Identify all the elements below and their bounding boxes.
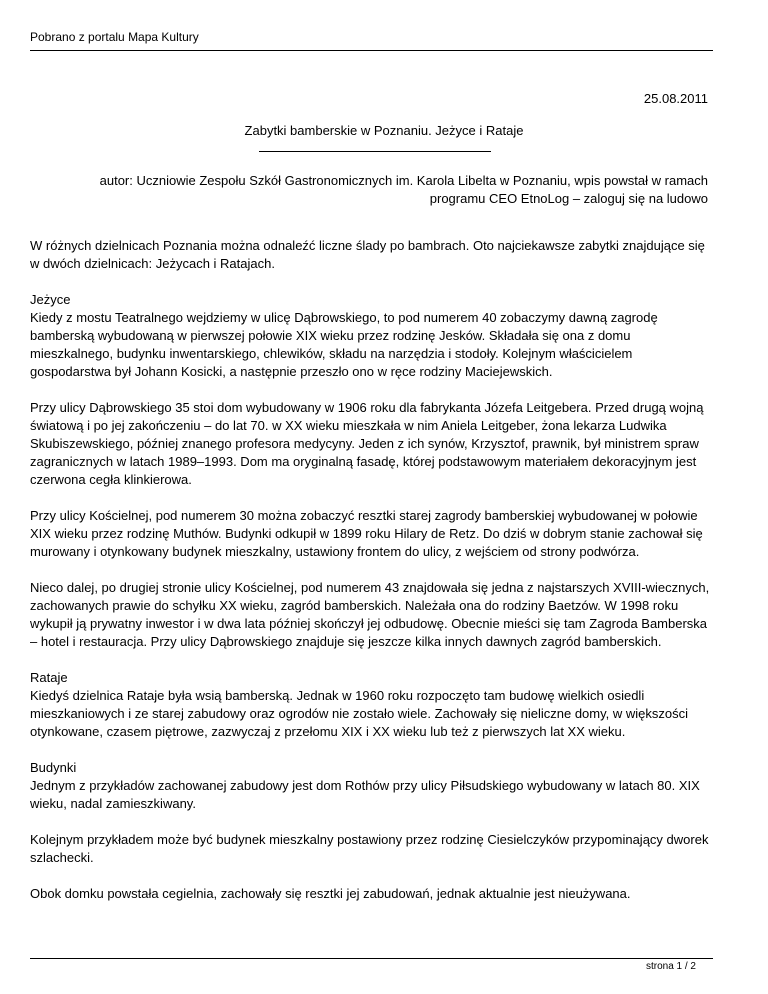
paragraph xyxy=(30,885,716,903)
paragraph xyxy=(30,759,716,813)
source-header: Pobrano z portalu Mapa Kultury xyxy=(30,30,199,44)
author-line: autor: Uczniowie Zespołu Szkół Gastronomicznych im. Karola Libelta w Poznaniu, wpis powstał w ramach programu CEO EtnoLog – zaloguj się na ludowo xyxy=(99,173,708,206)
paragraph xyxy=(30,237,716,273)
section-heading-jezyce: Jeżyce xyxy=(30,292,71,307)
paragraph-text: Kiedyś dzielnica Rataje była wsią bamberską. Jednak w 1960 roku rozpoczęto tam budowę wielkich osiedli mieszkaniowych i ze starej zabudowy oraz ogrodów nie zostało wiele. Zachowały się nieliczne domy, w większości otynkowane, czasem piętrowe, zazwyczaj z przełomu XIX i XX wieku lub też z pierwszych lat XX wieku. xyxy=(30,688,688,739)
paragraph-text: Przy ulicy Dąbrowskiego 35 stoi dom wybudowany w 1906 roku dla fabrykanta Józefa Leitgebera. Przed drugą wojną światową i po jej zakończeniu – do lat 70. w XX wieku mieszkała w nim Aniela Leitgeber, żona lekarza Ludwika Skubiszewskiego, później znanego profesora medycyny. Jeden z ich synów, Krzysztof, prawnik, był ministrem spraw zagranicznych w latach 1989–1993. Dom ma oryginalną fasadę, której podstawowym materiałem dekoracyjnym jest czerwona cegła klinkierowa. xyxy=(30,400,704,487)
paragraph xyxy=(30,579,716,651)
footer-divider xyxy=(30,958,713,959)
paragraph xyxy=(30,831,716,867)
article-title: Zabytki bamberskie w Poznaniu. Jeżyce i Rataje xyxy=(244,123,524,138)
paragraph xyxy=(30,291,716,381)
paragraph xyxy=(30,399,716,489)
page-number: strona 1 / 2 xyxy=(645,961,696,972)
paragraph-text: Obok domku powstała cegielnia, zachowały się resztki jej zabudowań, jednak aktualnie jest nieużywana. xyxy=(30,886,631,901)
title-underline xyxy=(259,151,491,152)
paragraph-text: W różnych dzielnicach Poznania można odnaleźć liczne ślady po bambrach. Oto najciekawsze zabytki znajdujące się w dwóch dzielnicach: Jeżycach i Ratajach. xyxy=(30,238,705,271)
paragraph-text: Kolejnym przykładem może być budynek mieszkalny postawiony przez rodzinę Ciesielczyków przypominający dworek szlachecki. xyxy=(30,832,709,865)
paragraph xyxy=(30,507,716,561)
paragraph-text: Nieco dalej, po drugiej stronie ulicy Kościelnej, pod numerem 43 znajdowała się jedna z najstarszych XVIII-wiecznych, zachowanych prawie do schyłku XX wieku, zagród bamberskich. Należała ona do rodziny Baetzów. W 1998 roku wykupił ją prywatny inwestor i w dwa lata później skończył jej odbudowę. Obecnie mieści się tam Zagroda Bamberska – hotel i restauracja. Przy ulicy Dąbrowskiego znajduje się jeszcze kilka innych dawnych zagród bamberskich. xyxy=(30,580,710,649)
section-heading-rataje: Rataje xyxy=(30,670,68,685)
section-heading-budynki: Budynki xyxy=(30,760,77,775)
article-body xyxy=(30,237,716,921)
paragraph-text: Przy ulicy Kościelnej, pod numerem 30 można zobaczyć resztki starej zagrody bamberskiej wybudowanej w połowie XIX wieku przez rodzinę Muthów. Budynki odkupił w 1899 roku Hilary de Retz. Do dziś w dobrym stanie zachował się murowany i otynkowany budynek mieszkalny, ustawiony frontem do ulicy, z wejściem od strony podwórza. xyxy=(30,508,703,559)
paragraph xyxy=(30,669,716,741)
paragraph-text: Jednym z przykładów zachowanej zabudowy jest dom Rothów przy ulicy Piłsudskiego wybudowany w latach 80. XIX wieku, nadal zamieszkiwany. xyxy=(30,778,700,811)
publication-date: 25.08.2011 xyxy=(643,91,708,106)
header-divider xyxy=(30,50,713,51)
paragraph-text: Kiedy z mostu Teatralnego wejdziemy w ulicę Dąbrowskiego, to pod numerem 40 zobaczymy dawną zagrodę bamberską wybudowaną w pierwszej połowie XIX wieku przez rodzinę Jesków. Składała się ona z domu mieszkalnego, budynku inwentarskiego, chlewików, składu na narzędzia i stodoły. Kolejnym właścicielem gospodarstwa był Johann Kosicki, a następnie przeszło ono w ręce rodziny Maciejewskich. xyxy=(30,310,658,379)
